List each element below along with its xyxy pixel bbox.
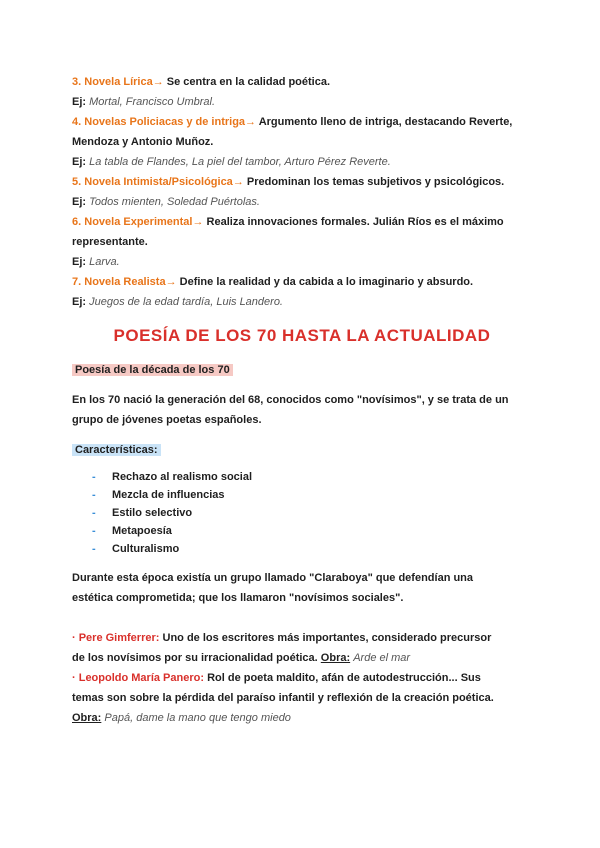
novel-6-examples: Larva. [89,256,120,268]
novel-6-example [72,252,532,272]
novel-4-example [72,152,532,172]
list-item-text: Mezcla de influencias [112,489,225,501]
dash-bullet: - [92,471,96,483]
dash-bullet: - [92,489,96,501]
obra-label: Obra: [72,712,102,724]
list-item [92,486,532,504]
list-item-text: Culturalismo [112,543,180,555]
list-item [92,522,532,540]
novel-4-desc: Argumento lleno de intriga, destacando Reverte, [258,116,513,128]
ej-label: Ej: [72,296,87,308]
ej-label: Ej: [72,156,87,168]
novel-3-num: 3. [72,76,82,88]
novel-5-type: Novela Intimista/Psicológica [84,176,233,188]
characteristics-heading-text: Características: [72,444,161,456]
dash-bullet: - [92,525,96,537]
novel-3-example [72,92,532,112]
novel-5-examples: Todos mienten, Soledad Puértolas. [89,196,260,208]
novel-5-desc: Predominan los temas subjetivos y psicológicos. [246,176,505,188]
intro-line-1: En los 70 nació la generación del 68, conocidos como "novísimos", y se trata de un [72,394,509,406]
novel-6-type: Novela Experimental [84,216,193,228]
list-item-text: Rechazo al realismo social [112,471,253,483]
novel-4-examples: La tabla de Flandes, La piel del tambor, Arturo Pérez Reverte. [89,156,391,168]
panero-obra: Papá, dame la mano que tengo miedo [104,712,291,724]
novel-4-num: 4. [72,116,82,128]
panero-line-3 [72,708,532,728]
novel-7-examples: Juegos de la edad tardía, Luis Landero. [89,296,283,308]
novel-3-examples: Mortal, Francisco Umbral. [89,96,216,108]
ej-label: Ej: [72,96,87,108]
list-item-text: Estilo selectivo [112,507,193,519]
arrow: → [232,176,244,188]
novel-6-desc: Realiza innovaciones formales. Julián Ríos es el máximo [206,216,504,228]
novel-4-desc-cont: Mendoza y Antonio Muñoz. [72,136,214,148]
novel-5-num: 5. [72,176,82,188]
gimferrer-line-2 [72,648,532,668]
ej-label: Ej: [72,196,87,208]
list-item [92,540,532,558]
list-item-text: Metapoesía [112,525,172,537]
novel-4-line [72,112,532,132]
novel-4-type: Novelas Policiacas y de intriga [84,116,246,128]
gimferrer-line-1 [72,628,532,648]
ej-label: Ej: [72,256,87,268]
novel-6-num: 6. [72,216,82,228]
dash-bullet: - [92,543,96,555]
claraboya-line-1: Durante esta época existía un grupo llamado "Claraboya" que defendían una [72,572,474,584]
arrow: → [192,216,204,228]
novel-6-desc-cont: representante. [72,236,148,248]
novel-3-line [72,72,532,92]
gimferrer-desc-2: de los novísimos por su irracionalidad poética. [72,652,318,664]
arrow: → [245,116,257,128]
arrow: → [165,276,177,288]
panero-line-2: temas son sobre la pérdida del paraíso infantil y reflexión de la creación poética. [72,692,494,704]
characteristics-list [72,468,532,558]
novel-6-line [72,212,532,232]
intro-line-2: grupo de jóvenes poetas españoles. [72,414,262,426]
page-title: POESÍA DE LOS 70 HASTA LA ACTUALIDAD [113,326,491,345]
list-item [92,468,532,486]
list-item [92,504,532,522]
novel-3-desc: Se centra en la calidad poética. [166,76,331,88]
section-heading-text: Poesía de la década de los 70 [72,364,233,376]
gimferrer-desc-1: Uno de los escritores más importantes, considerado precursor [162,632,492,644]
gimferrer-obra: Arde el mar [353,652,411,664]
gimferrer-name: · Pere Gimferrer: [72,632,160,644]
novel-7-type: Novela Realista [84,276,166,288]
section-heading [72,360,532,380]
novel-5-line [72,172,532,192]
novel-7-num: 7. [72,276,82,288]
claraboya-line-2: estética comprometida; que los llamaron "novísimos sociales". [72,592,404,604]
obra-label: Obra: [320,652,351,664]
novel-7-desc: Define la realidad y da cabida a lo imaginario y absurdo. [179,276,474,288]
panero-line-1 [72,668,532,688]
novel-5-example [72,192,532,212]
novel-3-type: Novela Lírica [84,76,153,88]
dash-bullet: - [92,507,96,519]
panero-desc-1: Rol de poeta maldito, afán de autodestrucción... Sus [207,672,481,684]
novel-7-line [72,272,532,292]
characteristics-heading [72,440,532,460]
panero-name: · Leopoldo María Panero: [72,672,205,684]
document-page [72,72,532,728]
novel-7-example [72,292,532,312]
arrow: → [152,76,164,88]
